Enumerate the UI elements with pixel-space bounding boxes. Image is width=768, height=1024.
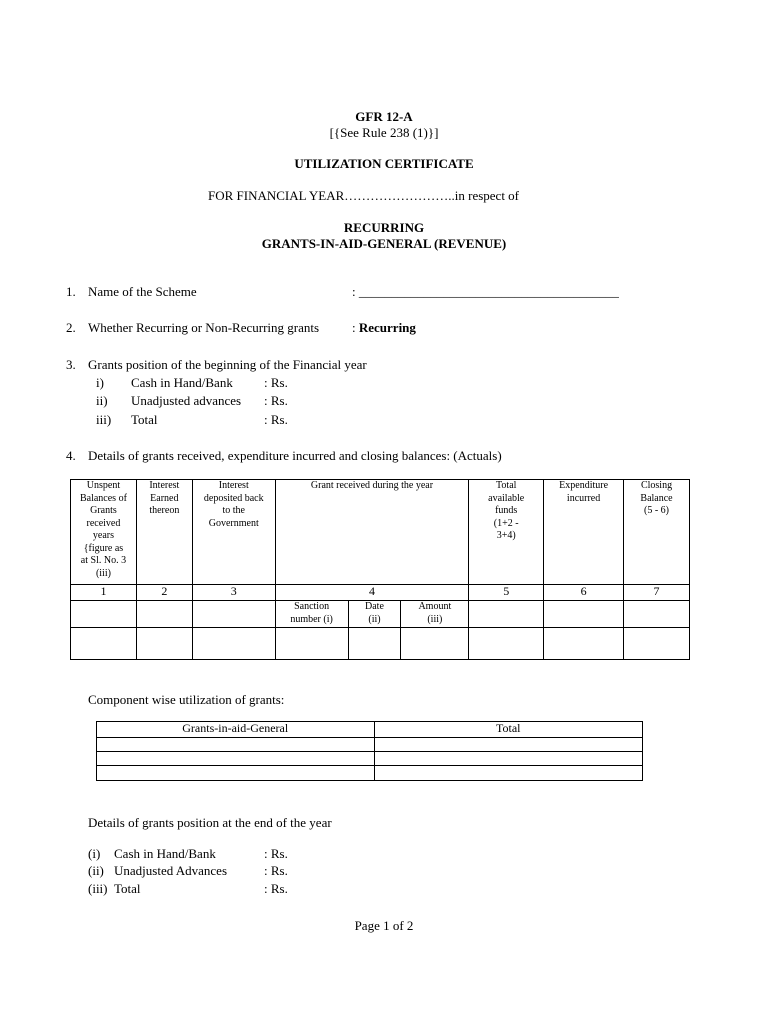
end-item-value: : Rs. [264, 881, 288, 896]
header-line: Expenditure [559, 480, 609, 491]
column-number: 2 [136, 585, 192, 601]
item-1-label: Name of the Scheme [88, 284, 197, 299]
component-col-total: Total [374, 722, 643, 738]
header-line: deposited back [203, 492, 264, 504]
table-cell [71, 601, 137, 628]
header-line: 3+4) [496, 530, 516, 541]
end-item-label: Unadjusted Advances [114, 863, 228, 878]
table-cell [469, 601, 544, 628]
component-table [96, 721, 643, 781]
sub-item-value: : Rs. [264, 393, 288, 408]
end-item-number: (iii) [88, 881, 108, 896]
page-number: Page 1 of 2 [354, 918, 414, 933]
rule-reference: [{See Rule 238 (1)}] [329, 125, 439, 140]
table-cell [97, 766, 375, 781]
sub-item-value: : Rs. [264, 375, 288, 390]
header-line: Balances of [79, 492, 127, 504]
table-cell [136, 628, 192, 660]
header-line: Interest [218, 480, 249, 491]
header-line: years [92, 530, 114, 541]
column-number: 6 [544, 585, 624, 601]
header-line: Grants [90, 505, 117, 516]
table-cell [374, 766, 643, 781]
table-cell [401, 628, 469, 660]
form-code: GFR 12-A [355, 109, 413, 124]
grants-table [70, 479, 690, 660]
table-cell [469, 628, 544, 660]
table-cell [97, 752, 375, 766]
sub-item-number: ii) [96, 393, 108, 408]
header-total-funds [469, 480, 544, 585]
header-line: at Sl. No. 3 [80, 555, 127, 566]
header-line: {figure as [83, 542, 124, 554]
grant-category: GRANTS-IN-AID-GENERAL (REVENUE) [261, 236, 507, 251]
sub-item-label: Total [131, 412, 158, 427]
table-cell [348, 628, 401, 660]
header-sanction-number [275, 601, 348, 628]
table-cell [374, 738, 643, 752]
end-item-number: (i) [88, 846, 101, 861]
column-number: 7 [624, 585, 690, 601]
header-line: received [86, 517, 121, 529]
component-col-grants: Grants-in-aid-General [97, 722, 375, 738]
header-line: (iii) [95, 567, 111, 579]
column-number-row [71, 585, 690, 601]
item-1-number: 1. [66, 284, 76, 299]
item-2-number: 2. [66, 320, 76, 335]
recurring-value: Recurring [358, 320, 416, 335]
header-line: (ii) [368, 613, 381, 625]
sub-item-number: iii) [96, 412, 112, 427]
end-item-value: : Rs. [264, 863, 288, 878]
table-row [97, 766, 643, 781]
sub-item-value: : Rs. [264, 412, 288, 427]
header-line: Amount [418, 601, 452, 612]
header-line: available [488, 492, 525, 504]
table-cell [192, 628, 275, 660]
end-item-number: (ii) [88, 863, 104, 878]
column-number: 5 [469, 585, 544, 601]
table-cell [624, 628, 690, 660]
header-closing-balance [624, 480, 690, 585]
table-cell [192, 601, 275, 628]
column-number: 1 [71, 585, 137, 601]
end-item-label: Total [114, 881, 141, 896]
header-line: thereon [149, 505, 180, 516]
header-interest-deposited [192, 480, 275, 585]
header-line: Interest [149, 480, 180, 491]
header-line: to the [222, 505, 245, 516]
item-3-number: 3. [66, 357, 76, 372]
column-number: 3 [192, 585, 275, 601]
header-line: Unspent [86, 480, 121, 491]
item-3-label: Grants position of the beginning of the Financial year [88, 357, 367, 372]
header-expenditure [544, 480, 624, 585]
table-cell [374, 752, 643, 766]
component-heading: Component wise utilization of grants: [88, 692, 285, 707]
header-date [348, 601, 401, 628]
header-line: number (i) [290, 613, 333, 625]
header-line: (1+2 - [493, 517, 519, 529]
certificate-title: UTILIZATION CERTIFICATE [294, 156, 474, 171]
table-cell [136, 601, 192, 628]
table-header-row [71, 480, 690, 585]
header-interest-earned [136, 480, 192, 585]
header-line: (iii) [427, 613, 443, 625]
header-line: Total [496, 480, 517, 491]
value-colon: : [352, 320, 359, 335]
sub-item-label: Cash in Hand/Bank [131, 375, 233, 390]
table-cell [544, 628, 624, 660]
header-amount [401, 601, 469, 628]
header-line: Sanction [294, 601, 330, 612]
header-grant-received: Grant received during the year [275, 480, 469, 585]
header-line: Government [208, 517, 259, 529]
end-position-heading: Details of grants position at the end of the year [88, 815, 332, 830]
table-cell [544, 601, 624, 628]
item-4-number: 4. [66, 448, 76, 463]
header-line: funds [495, 505, 518, 516]
table-cell [97, 738, 375, 752]
sub-item-number: i) [96, 375, 104, 390]
item-2-label: Whether Recurring or Non-Recurring grants [88, 320, 320, 335]
sub-item-label: Unadjusted advances [131, 393, 242, 408]
scheme-name-field: : ________________________________________ [352, 284, 619, 299]
header-line: Balance [640, 492, 673, 504]
header-line: Earned [150, 492, 179, 504]
header-line: Date [365, 601, 384, 612]
header-line: Closing [640, 480, 673, 491]
column-number: 4 [275, 585, 469, 601]
table-row [71, 628, 690, 660]
table-cell [624, 601, 690, 628]
end-item-label: Cash in Hand/Bank [114, 846, 216, 861]
table-row [97, 752, 643, 766]
component-header-row [97, 722, 643, 738]
end-item-value: : Rs. [264, 846, 288, 861]
sub-header-row [71, 601, 690, 628]
table-cell [275, 628, 348, 660]
financial-year-line: FOR FINANCIAL YEAR……………………..in respect of [208, 188, 520, 203]
table-row [97, 738, 643, 752]
header-line: incurred [566, 492, 601, 504]
grant-type: RECURRING [343, 220, 425, 235]
header-unspent-balances [71, 480, 137, 585]
grant-recurrence-value [352, 320, 416, 336]
table-cell [71, 628, 137, 660]
item-4-label: Details of grants received, expenditure incurred and closing balances: (Actuals) [88, 448, 502, 463]
header-line: (5 - 6) [644, 505, 670, 516]
